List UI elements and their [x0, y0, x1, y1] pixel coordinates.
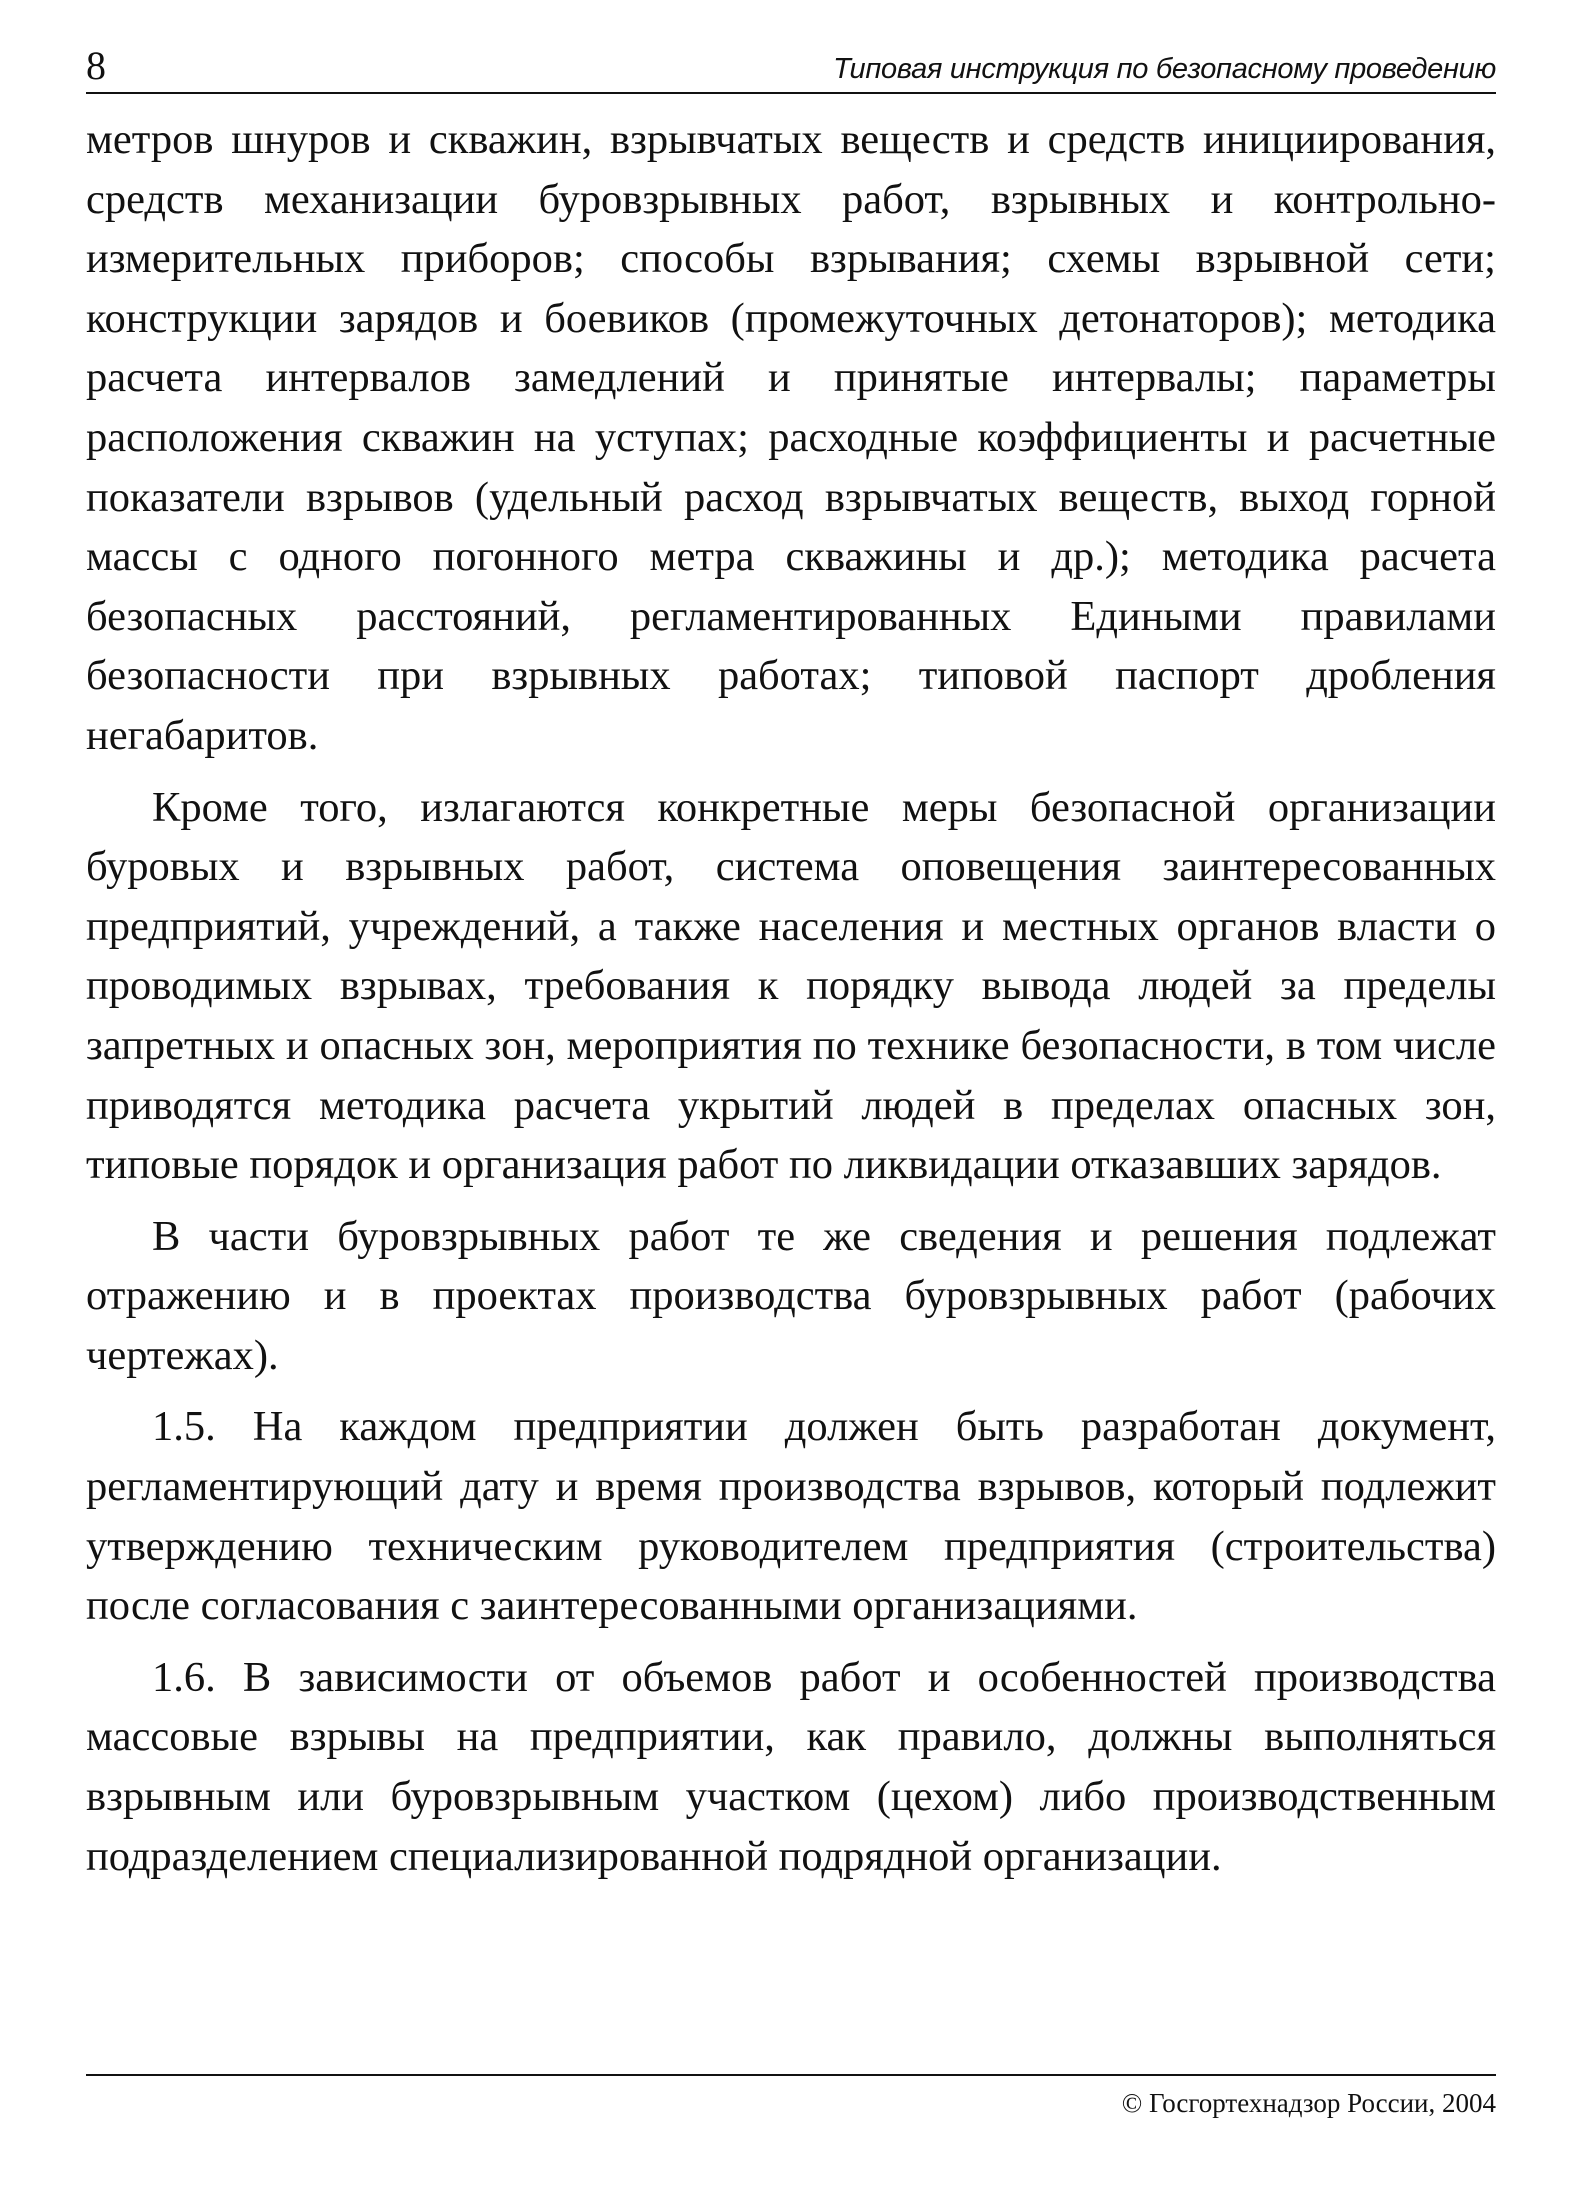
paragraph-5-clause-1-6: 1.6. В зависимости от объемов работ и особенностей производства массовые взрывы на предприятии, как правило, должны выполняться взрывным или буровзрывным участком (цехом) либо производственным подразделением специализированной подрядной организации. — [86, 1653, 1496, 1880]
paragraph-3: В части буровзрывных работ те же сведения и решения подлежат отражению и в проектах производства буровзрывных работ (рабочих чертежах). — [86, 1212, 1496, 1379]
paragraph-2: Кроме того, излагаются конкретные меры безопасной организации буровых и взрывных работ, система оповещения заинтересованных предприятий, учреждений, а также населения и местных органов власти о проводимых взрывах, требования к порядку вывода людей за пределы запретных и опасных зон, мероприятия по технике безопасности, в том числе приводятся методика расчета укрытий людей в пределах опасных зон, типовые порядок и организация работ по ликвидации отказавших зарядов. — [86, 783, 1496, 1189]
paragraph-1: метров шнуров и скважин, взрывчатых веществ и средств инициирования, средств механизации буровзрывных работ, взрывных и контрольно-измерительных приборов; способы взрывания; схемы взрывной сети; конструкции зарядов и боевиков (промежуточных детонаторов); методика расчета интервалов замедлений и принятые интервалы; параметры расположения скважин на уступах; расходные коэффициенты и расчетные показатели взрывов (удельный расход взрывчатых веществ, выход горной массы с одного погонного метра скважины и др.); методика расчета безопасных расстояний, регламентированных Едиными правилами безопасности при взрывных работах; типовой паспорт дробления негабаритов. — [86, 116, 1496, 759]
page-header — [86, 40, 1496, 94]
copyright-notice: © Госгортехнадзор России, 2004 — [1121, 2088, 1496, 2118]
body-text — [86, 110, 1496, 1898]
footer-divider — [86, 2074, 1496, 2076]
paragraph-4-clause-1-5: 1.5. На каждом предприятии должен быть разработан документ, регламентирующий дату и время производства взрывов, который подлежит утверждению техническим руководителем предприятия (строительства) после согласования с заинтересованными организациями. — [86, 1403, 1496, 1630]
running-title: Типовая инструкция по безопасному проведению — [833, 53, 1496, 85]
page-number: 8 — [86, 43, 106, 88]
